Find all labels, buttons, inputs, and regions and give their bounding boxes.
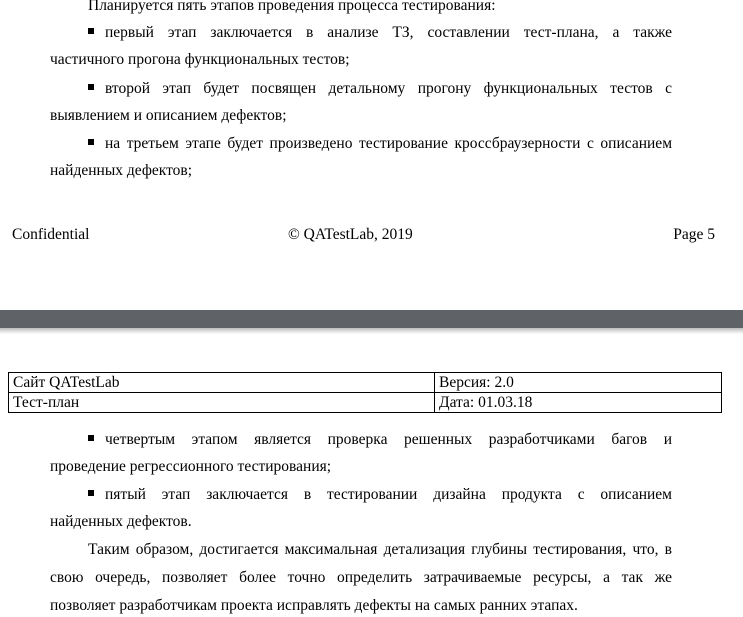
paragraph-line-2: свою очередь, позволяет более точно определить затрачиваемые ресурсы, а так же <box>50 569 672 586</box>
header-doc-type: Тест-план <box>9 393 435 413</box>
bullet-item-3-cont: найденных дефектов; <box>50 162 193 179</box>
bullet-item-4-cont: проведение регрессионного тестирования; <box>50 458 332 475</box>
table-row <box>9 373 722 393</box>
bullet-item-1-cont: частичного прогона функциональных тестов; <box>50 51 350 68</box>
bullet-item-3: на третьем этапе будет произведено тестирование кроссбраузерности с описанием <box>88 135 672 153</box>
bullet-item-2-cont: выявлением и описанием дефектов; <box>50 107 287 124</box>
footer-confidential: Confidential <box>12 226 90 243</box>
bullet-icon <box>88 431 96 449</box>
bullet-item-1: первый этап заключается в анализе ТЗ, составлении тест-плана, а также <box>88 24 672 42</box>
bullet-item-4: четвертым этапом является проверка решенных разработчиками багов и <box>88 431 672 449</box>
bullet-icon <box>88 24 96 42</box>
paragraph-line-3: позволяет разработчикам проекта исправлять дефекты на самых ранних этапах. <box>50 597 578 614</box>
table-row <box>9 393 722 413</box>
header-version: Версия: 2.0 <box>435 373 722 393</box>
header-date: Дата: 01.03.18 <box>435 393 722 413</box>
footer-page-number: Page 5 <box>673 226 715 243</box>
page-separator <box>0 310 743 328</box>
bullet-item-5: пятый этап заключается в тестировании дизайна продукта с описанием <box>88 486 672 504</box>
page-footer <box>12 226 715 246</box>
bullet-icon <box>88 135 96 153</box>
bullet-item-5-cont: найденных дефектов. <box>50 513 192 530</box>
bullet-icon <box>88 80 96 98</box>
header-site-name: Сайт QATestLab <box>9 373 435 393</box>
document-page-6 <box>0 334 743 617</box>
bullet-item-2: второй этап будет посвящен детальному прогону функциональных тестов с <box>88 80 672 98</box>
paragraph-line-1: Таким образом, достигается максимальная детализация глубины тестирования, что, в <box>88 541 672 558</box>
bullet-icon <box>88 486 96 504</box>
footer-copyright: © QATestLab, 2019 <box>288 226 413 243</box>
intro-text: Планируется пять этапов проведения процесса тестирования: <box>88 0 496 14</box>
page-header-table <box>8 372 722 413</box>
